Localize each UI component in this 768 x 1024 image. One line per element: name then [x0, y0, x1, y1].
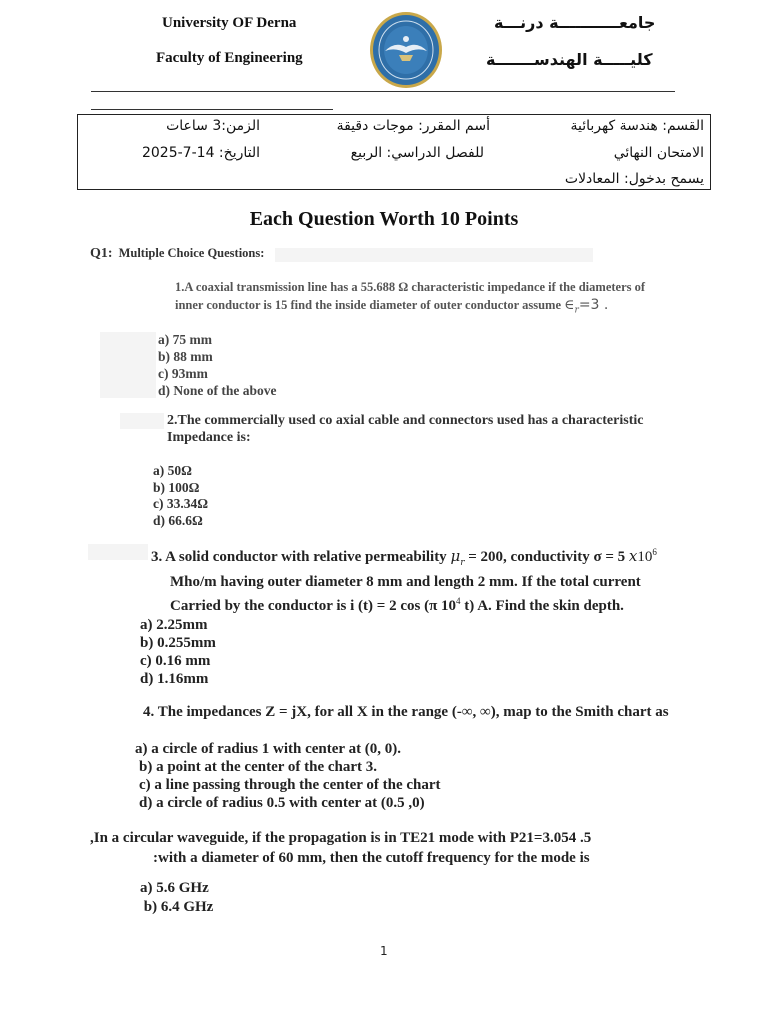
course-label: أسم المقرر: موجات دقيقة	[336, 118, 490, 134]
option[interactable]: a) a circle of radius 1 with center at (0, 0).	[135, 741, 402, 757]
duration-label: الزمن:3 ساعات	[166, 118, 260, 134]
question-5-line-1: ,In a circular waveguide, if the propagation is in TE21 mode with P21=3.054 .5	[90, 830, 592, 846]
header-rule-2	[91, 109, 333, 110]
option[interactable]: a) 75 mm	[158, 332, 212, 347]
option[interactable]: c) a line passing through the center of the chart	[139, 777, 441, 793]
question-4: 4. The impedances Z = jX, for all X in the range (-∞, ∞), map to the Smith chart as	[143, 704, 669, 720]
faint-block	[100, 332, 156, 398]
epsilon-symbol: ∈	[564, 297, 575, 313]
faculty-name-ar: كليـــــة الهندســـــــة	[486, 50, 653, 69]
question-text-line: 2.The commercially used co axial cable and connectors used has a characteristic	[167, 413, 644, 428]
question-2	[167, 412, 643, 446]
epsilon-value: =3 .	[578, 297, 609, 313]
exponent: 4	[456, 596, 461, 606]
times-symbol: x	[628, 547, 638, 565]
option[interactable]: a) 50Ω	[153, 463, 192, 478]
question-3	[151, 543, 657, 616]
option[interactable]: b) a point at the center of the chart 3.	[139, 759, 378, 775]
option[interactable]: a) 2.25mm	[140, 617, 208, 633]
question-5-line-2: :with a diameter of 60 mm, then the cutoff frequency for the mode is	[153, 850, 590, 866]
exam-type-label: الامتحان النهائي	[613, 145, 704, 161]
question-text-line: Impedance is:	[167, 430, 251, 445]
question-1	[175, 278, 645, 320]
question-1-options	[158, 331, 277, 399]
question-text: t) A. Find the skin depth.	[464, 598, 624, 614]
question-text: Carried by the conductor is i (t) = 2 cos (π 10	[170, 598, 457, 614]
department-label: القسم: هندسة كهربائية	[570, 118, 704, 134]
option[interactable]: d) a circle of radius 0.5 with center at (0.5 ,0)	[139, 795, 425, 811]
option[interactable]: d) None of the above	[158, 383, 277, 398]
question-3-options	[140, 616, 216, 688]
option[interactable]: b) 0.255mm	[140, 635, 216, 651]
question-text-line	[151, 592, 657, 616]
option[interactable]: b) 6.4 GHz	[140, 899, 214, 915]
question-2-options	[153, 463, 208, 529]
exponent: 6	[652, 547, 657, 557]
university-seal-icon	[369, 11, 443, 89]
mu-subscript: r	[460, 558, 465, 568]
option[interactable]: d) 66.6Ω	[153, 512, 203, 528]
power-base: 10	[637, 549, 653, 565]
section-label: Q1:	[90, 246, 113, 261]
epsilon-subscript: r	[574, 305, 579, 316]
question-text: 3. A solid conductor with relative permeability	[151, 549, 447, 565]
question-text-line: Mho/m having outer diameter 8 mm and length 2 mm. If the total current	[170, 574, 641, 590]
question-text-line: 1.A coaxial transmission line has a 55.688 Ω characteristic impedance if the diameters of	[175, 280, 646, 294]
allowed-materials-label: يسمح بدخول: المعادلات	[564, 171, 704, 187]
page-number: 1	[380, 944, 388, 958]
question-text-line	[151, 543, 657, 573]
question-text: inner conductor is 15 find the inside diameter of outer conductor assume	[175, 298, 562, 312]
option[interactable]: a) 5.6 GHz	[140, 880, 209, 896]
section-heading	[90, 246, 264, 262]
option[interactable]: c) 93mm	[158, 366, 208, 381]
option[interactable]: d) 1.16mm	[140, 671, 209, 687]
faint-block	[120, 413, 164, 429]
header-rule-1	[91, 91, 675, 92]
faculty-name-en: Faculty of Engineering	[156, 50, 303, 66]
faint-block	[275, 248, 593, 262]
question-5-options	[140, 879, 213, 917]
page-title: Each Question Worth 10 Points	[249, 208, 519, 230]
mu-symbol: μ	[450, 547, 461, 565]
question-4-options	[135, 740, 441, 812]
option[interactable]: b) 88 mm	[158, 349, 213, 364]
question-text: = 200, conductivity σ = 5	[468, 549, 626, 565]
university-name-en: University OF Derna	[162, 15, 297, 31]
option[interactable]: c) 0.16 mm	[140, 653, 211, 669]
semester-label: للفصل الدراسي: الربيع	[350, 145, 484, 161]
option[interactable]: b) 100Ω	[153, 479, 200, 495]
option[interactable]: c) 33.34Ω	[153, 496, 209, 511]
faint-block	[88, 544, 148, 560]
question-text-line	[175, 296, 645, 320]
date-label: التاريخ: 14-7-2025	[141, 145, 260, 161]
section-subtitle: Multiple Choice Questions:	[118, 246, 265, 260]
university-name-ar: جامعـــــــــــة درنـــة	[494, 13, 656, 32]
